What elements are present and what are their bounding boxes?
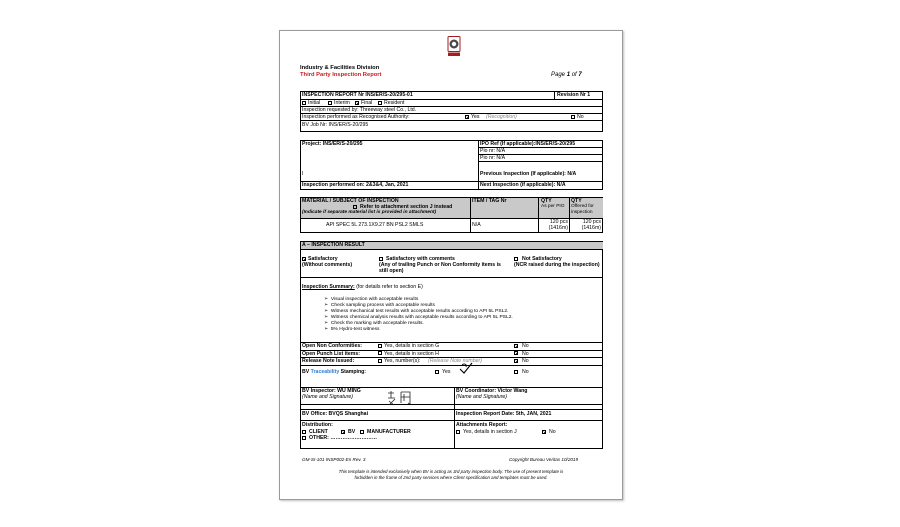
bv-office: BV Office: BVQS Shanghai bbox=[302, 411, 369, 417]
material-row-item: N/A bbox=[472, 222, 481, 228]
inspection-result-title: A – INSPECTION RESULT bbox=[302, 242, 365, 248]
project-label: Project: INS/ER/S-20/295 bbox=[302, 141, 363, 147]
summary-heading: Inspection Summary: (for details refer to section E) bbox=[302, 284, 423, 290]
recognised-no-label: No bbox=[577, 114, 584, 120]
refer-attachment-label: Refer to attachment section J instead bbox=[360, 204, 453, 210]
resident-checkbox[interactable] bbox=[378, 101, 382, 105]
report-date: Inspection Report Date: 5th, JAN, 2021 bbox=[456, 411, 552, 417]
page-indicator: Page 1 of 7 bbox=[551, 72, 582, 78]
with-comments-note: (Any of trailing Punch or Non Conformity items is still open) bbox=[379, 262, 501, 274]
summary-list bbox=[324, 297, 513, 333]
disclaimer-line-2: forbidden in the frame of 2nd party services where Client specification and templates must be used. bbox=[354, 475, 548, 480]
pio-nr-2: Pio nr: N/A bbox=[480, 155, 506, 161]
with-comments-label: Satisfactory with comments bbox=[386, 256, 455, 262]
open-punch-no-checkbox[interactable]: ✕ bbox=[515, 351, 519, 356]
traceability-stamping-label: BV Traceability Stamping: bbox=[302, 369, 367, 375]
initial-checkbox[interactable] bbox=[302, 101, 306, 105]
material-header: MATERIAL / SUBJECT OF INSPECTION bbox=[302, 198, 399, 204]
qty-offered-header: QTY bbox=[571, 198, 582, 204]
open-punch-yes-checkbox[interactable] bbox=[378, 351, 382, 355]
material-row-subject: API SPEC 5L 273.1X9.27 BN PSL2 SMLS bbox=[326, 222, 424, 228]
disclaimer-line-1: This template is intended exclusively when BV is acting as 3rd party inspection body. The use of present template is bbox=[338, 469, 564, 474]
location-field: I bbox=[302, 171, 304, 177]
summary-item: ➢ Visual inspection with acceptable results bbox=[324, 297, 419, 302]
summary-item: ➢ Witness mechanical test results with acceptable results according to API 5L PSL2. bbox=[324, 309, 509, 314]
recognised-yes-label: Yes bbox=[471, 114, 480, 120]
manufacturer-label: MANUFACTURER bbox=[367, 429, 411, 435]
other-label: OTHER: ……………………… bbox=[309, 435, 378, 441]
copyright: Copyright Bureau Veritas 10/2019 bbox=[509, 457, 579, 462]
document-page bbox=[279, 30, 623, 500]
summary-item: ➢ 5% Hydro-test witness bbox=[324, 327, 380, 332]
report-number: INSPECTION REPORT Nr INS/ER/S-20/295-01 bbox=[302, 92, 413, 98]
attachments-no-checkbox[interactable]: ✕ bbox=[543, 429, 547, 435]
satisfactory-label: Satisfactory bbox=[308, 256, 338, 262]
revision-number: Revision Nr 1 bbox=[557, 92, 591, 98]
other-checkbox[interactable] bbox=[302, 436, 306, 440]
open-nc-label: Open Non Conformities: bbox=[302, 343, 362, 349]
not-satisfactory-checkbox[interactable] bbox=[514, 257, 518, 261]
stamping-no-checkbox[interactable] bbox=[514, 370, 518, 374]
bv-label: BV bbox=[348, 429, 356, 435]
requested-by: Inspection requested by: Threeway steel Co., Ltd. bbox=[302, 107, 417, 113]
inspector-name-signature-note: (Name and Signature) bbox=[302, 394, 354, 400]
stamping-yes-label: Yes bbox=[442, 369, 451, 375]
open-nc-yes-checkbox[interactable] bbox=[378, 344, 382, 348]
summary-item: ➢ Witness chemical analysis results with acceptable results according to API 5L PSL2. bbox=[324, 315, 513, 320]
not-satisfactory-label: Not Satisfactory bbox=[522, 256, 562, 262]
attachments-label: Attachments Report: bbox=[456, 422, 508, 428]
type-final-label: Final bbox=[361, 100, 373, 106]
type-resident-label: Resident bbox=[384, 100, 405, 106]
previous-inspection: Previous Inspection (If applicable): N/A bbox=[480, 171, 577, 177]
not-satisfactory-note: (NCR raised during the inspection) bbox=[514, 262, 600, 268]
open-nc-yes-label: Yes, details in section G bbox=[384, 343, 440, 349]
release-yes-checkbox[interactable] bbox=[378, 359, 382, 363]
item-header: ITEM / TAG Nr bbox=[472, 198, 507, 204]
material-row-qty-offered: 120 pcs (1416m) bbox=[581, 219, 601, 231]
distribution-label: Distribution: bbox=[302, 422, 333, 428]
recognised-yes-checkbox[interactable]: ✕ bbox=[466, 114, 470, 120]
open-punch-no-label: No bbox=[522, 350, 529, 357]
open-nc-no-label: No bbox=[522, 343, 529, 349]
client-label: CLIENT bbox=[309, 429, 328, 435]
bv-job-number: BV Job Nr: INS/ER/S-20/295 bbox=[302, 122, 369, 128]
performed-on: Inspection performed on: 2&3&4, Jan, 2021 bbox=[302, 182, 409, 188]
release-no-label: No bbox=[522, 358, 529, 364]
summary-item: ➢ Check sampling process with acceptable results bbox=[324, 303, 435, 308]
bv-inspector: BV Inspector: WU MING bbox=[302, 388, 361, 394]
client-checkbox[interactable] bbox=[302, 430, 306, 434]
release-note-label: Release Note Issued: bbox=[302, 358, 355, 364]
bv-checkbox[interactable]: ✕ bbox=[342, 429, 346, 435]
attachments-yes-checkbox[interactable] bbox=[456, 430, 460, 434]
release-no-checkbox[interactable]: ✕ bbox=[515, 358, 519, 364]
attachments-yes-label: Yes, details in section J bbox=[463, 429, 517, 435]
inspector-signature bbox=[386, 389, 416, 407]
final-checkbox[interactable]: ✕ bbox=[356, 100, 360, 106]
recognition-placeholder: (Recognition) bbox=[486, 114, 517, 120]
satisfactory-checkbox[interactable]: ✕ bbox=[303, 256, 307, 262]
qty-pio-sub: As per PIO bbox=[541, 204, 565, 209]
stamping-yes-checkbox[interactable] bbox=[435, 370, 439, 374]
coordinator-name-signature-note: (Name and Signature) bbox=[456, 394, 508, 400]
ipo-ref: IPO Ref (If applicable):INS/ER/S-20/295 bbox=[480, 141, 576, 147]
report-type-title: Third Party Inspection Report bbox=[300, 72, 382, 78]
qty-pio-header: QTY bbox=[541, 198, 552, 204]
recognised-authority-label: Inspection performed as Recognised Authority: bbox=[302, 114, 410, 120]
manufacturer-checkbox[interactable] bbox=[360, 430, 364, 434]
qty-offered-sub: Offered for inspection bbox=[571, 204, 594, 215]
bv-coordinator: BV Coordinator: Victor Wang bbox=[456, 388, 528, 394]
indicate-note: (Indicate if separate material list is provided in attachment) bbox=[302, 210, 437, 215]
attachments-no-label: No bbox=[549, 429, 556, 435]
pio-nr-1: Pio nr: N/A bbox=[480, 148, 506, 154]
open-punch-yes-label: Yes, details in section H bbox=[384, 350, 439, 357]
form-code: GM-SI-101 INSP002-En Rev. 3 bbox=[302, 457, 366, 462]
with-comments-checkbox[interactable] bbox=[379, 257, 383, 261]
division-title: Industry & Facilities Division bbox=[300, 65, 380, 71]
refer-attachment-checkbox[interactable] bbox=[353, 205, 357, 209]
summary-item: ➢ Check the marking with acceptable results. bbox=[324, 321, 424, 326]
bureau-veritas-logo bbox=[447, 36, 461, 57]
material-row-qty-pio: 120 pcs (1416m) bbox=[548, 219, 568, 231]
open-nc-no-checkbox[interactable]: ✕ bbox=[515, 343, 519, 349]
interim-checkbox[interactable] bbox=[328, 101, 332, 105]
release-yes-label: Yes, number(s): bbox=[384, 358, 421, 364]
recognised-no-checkbox[interactable] bbox=[571, 115, 575, 119]
stamping-no-label: No bbox=[522, 369, 529, 375]
type-interim-label: Interim bbox=[334, 100, 350, 106]
next-inspection: Next Inspection (if applicable): N/A bbox=[480, 182, 566, 188]
type-initial-label: Initial bbox=[308, 100, 321, 106]
release-note-placeholder: (Release Note number) bbox=[428, 358, 482, 364]
satisfactory-note: (Without comments) bbox=[302, 262, 353, 268]
open-punch-label: Open Punch List items: bbox=[302, 350, 360, 357]
check-mark-icon bbox=[458, 361, 474, 375]
